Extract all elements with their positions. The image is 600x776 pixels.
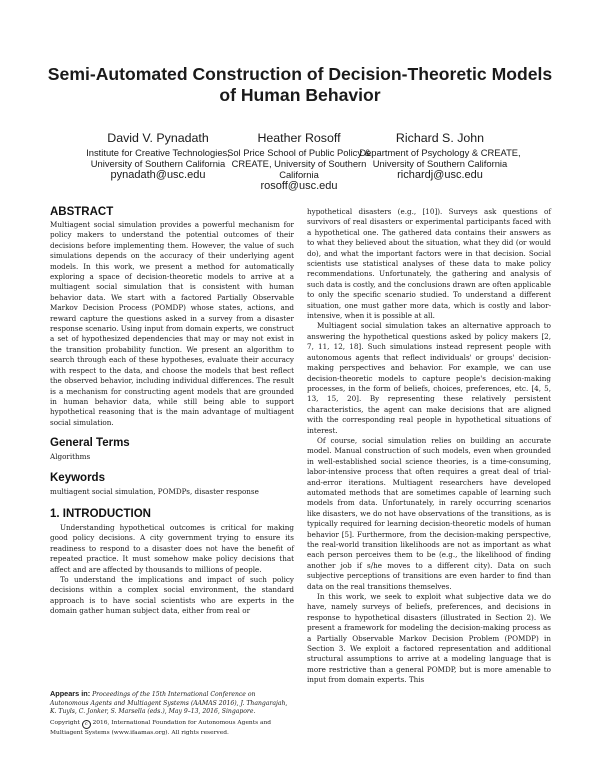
author-email: richardj@usc.edu — [397, 169, 483, 181]
right-column — [307, 207, 551, 686]
copyright-notice — [50, 719, 294, 737]
copyright-text: 2016, International Foundation for Autonomous Agents and Multiagent Systems (www.ifaamas.org). All rights reserved. — [50, 719, 272, 736]
introduction-paragraph-1: Understanding hypothetical outcomes is critical for making good policy decisions. A city government trying to ensure its readiness to respond to a disaster does not have the benefit of repeated practice. It must somehow make policy decisions that affect and are affected by thousands to millions of people. — [50, 522, 294, 574]
author-affiliation: Department of Psychology & CREATE, University of Southern California — [359, 147, 521, 169]
footnote-lead: Appears in: — [50, 689, 91, 698]
copyright-symbol-icon: c — [82, 720, 91, 729]
general-terms-text: Algorithms — [50, 452, 91, 462]
copyright-word: Copyright — [50, 719, 80, 726]
keywords-text: multiagent social simulation, POMDPs, disaster response — [50, 486, 259, 496]
author-affiliation: Institute for Creative Technologies, University of Southern California — [86, 147, 230, 169]
introduction-heading: 1. INTRODUCTION — [50, 507, 151, 520]
publication-footnote — [50, 690, 294, 737]
abstract-heading: ABSTRACT — [50, 206, 114, 218]
author-affiliation: Sol Price School of Public Policy & CREATE, University of Southern California — [227, 147, 371, 180]
general-terms-heading: General Terms — [50, 437, 130, 450]
abstract-text: Multiagent social simulation provides a powerful mechanism for policy makers to understand the potential outcomes of their decisions before implementing them. However, the value of such simulations depends on the accuracy of their underlying agent models. In this work, we present a method for automatically exploring a space of decision-theoretic models to arrive at a multiagent social simulation that is consistent with human behavior data. We start with a factored Partially Observable Markov Decision Process (POMDP) whose states, actions, and reward capture the questions asked in a survey from a disaster response scenario. Using input from domain experts, we construct a set of hypothesized dependencies that may or may not exist in the transition probability function. We present an algorithm to search through each of these hypotheses, evaluate their accuracy with respect to the data, and choose the models that best reflect the observed behavior, including individual differences. The result is a mechanism for constructing agent models that are grounded in human behavior data, while still being able to support hypothetical reasoning that is the main advantage of multiagent social simulation. — [50, 220, 294, 427]
author-block-3 — [355, 131, 525, 182]
author-name: David V. Pynadath — [107, 131, 209, 145]
author-email: rosoff@usc.edu — [260, 180, 338, 192]
author-name: Richard S. John — [395, 131, 485, 145]
right-paragraph-2: Multiagent social simulation takes an alternative approach to answering the hypothetical questions asked by policy makers [2, 7, 11, 12, 18]. Such simulations instead represent people with autonomous agents that reflect individuals' or groups' decision-making perspectives and behavior. For example, we can use decision-theoretic models to capture people's decision-making processes, in the form of beliefs, choices, preferences, etc. [4, 5, 13, 15, 20]. By representing these relatively persistent characteristics, the agent can make decisions that are aligned with the corresponding real people in hypothetical situations of interest. — [307, 321, 551, 435]
author-name: Heather Rosoff — [257, 131, 341, 145]
right-paragraph-3: Of course, social simulation relies on building an accurate model. Manual construction of such models, even when grounded in well-established social science theories, is a time-consuming, labor-intensive process that often requires a great deal of trial-and-error iterations. Multiagent researchers have developed automated methods that are sometimes capable of learning such models from data. Unfortunately, in rarely occurring scenarios like disasters, we do not have observations of the transitions, as is typically required for learning decision-theoretic models of human behavior [5]. Furthermore, from the decision-making perspective, the real-world transition likelihoods are not as important as what each person perceives them to be (e.g., the likelihood of finding another job if s/he moves to a different city). Data on such subjective perceptions of transitions are even harder to find than data on the real transitions themselves. — [307, 435, 551, 591]
left-column — [50, 205, 294, 617]
footnote-venue: Proceedings of the 15th International Conference on Autonomous Agents and Multiagent Systems (AAMAS 2016), J. Thangarajah, K. Tuyls, C. Jonker, S. Marsella (eds.), May 9–13, 2016, Singapore. — [50, 691, 288, 716]
paper-title: Semi-Automated Construction of Decision-Theoretic Models of Human Behavior — [47, 64, 553, 105]
author-email: pynadath@usc.edu — [110, 169, 206, 181]
right-paragraph-1: hypothetical disasters (e.g., [10]). Surveys ask questions of survivors of real disasters or experimental participants faced with a hypothetical one. The gathered data contains their answers as to what they believed about the situation, what they did (or would do), and what the important factors were in that decision. Social scientists use statistical analyses of these data to make policy recommendations. Unfortunately, the gathering and analysis of such data is costly, and the conclusions drawn are often applicable to only the specific scenario studied. To understand a different situation, one must gather more data, which is costly and labor-intensive, when it is possible at all. — [307, 207, 551, 321]
keywords-heading: Keywords — [50, 471, 105, 484]
introduction-paragraph-2: To understand the implications and impact of such policy decisions within a complex social environment, the standard approach is to have social scientists who are experts in the domain gather human subject data, either from real or — [50, 574, 294, 616]
right-paragraph-4: In this work, we seek to exploit what subjective data we do have, namely surveys of beliefs, preferences, and decisions in response to hypothetical disasters (illustrated in Section 2). We present a framework for modeling the decision-making process as a Partially Observable Markov Decision Problem (POMDP) in Section 3. We exploit a factored representation and additional structural assumptions to arrive at a modeling language that is more restrictive than a general POMDP, but is more amenable to input from domain experts. This — [307, 592, 551, 685]
